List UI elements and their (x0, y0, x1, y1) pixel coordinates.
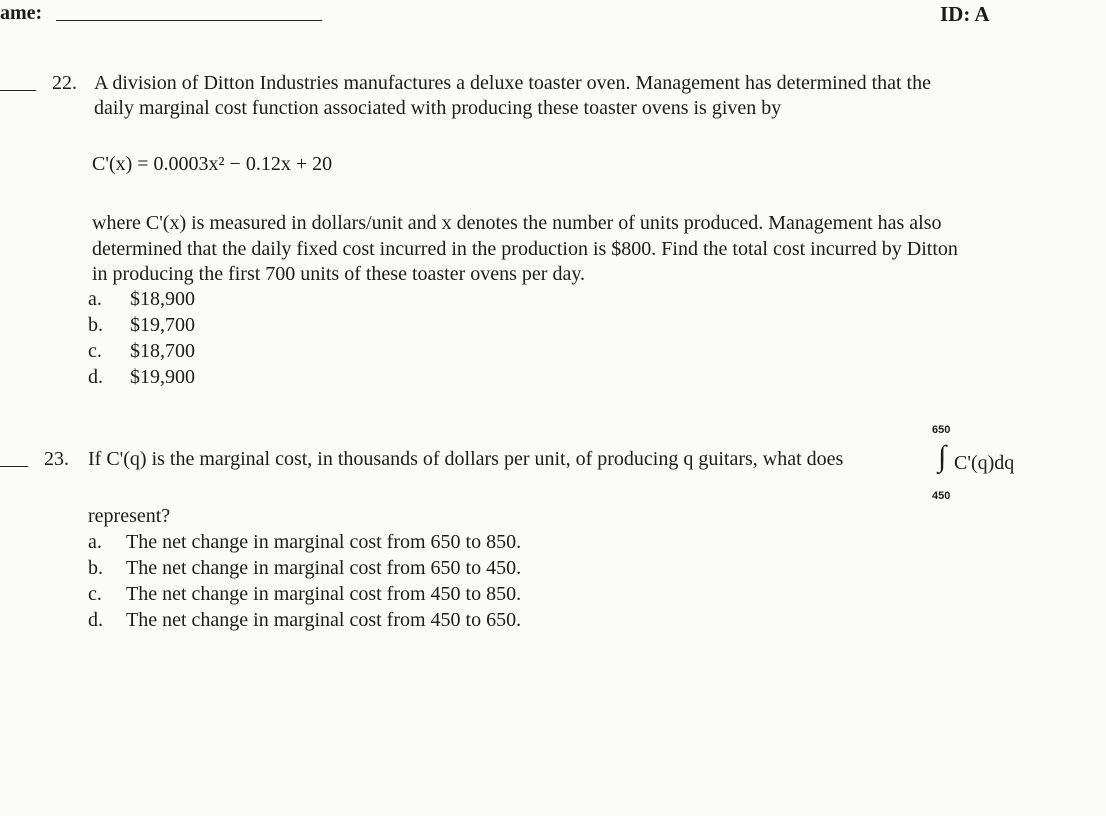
integral-sign-icon: ∫ (938, 440, 947, 473)
id-label: ID: A (940, 2, 990, 26)
q22-choice-d[interactable] (88, 366, 195, 389)
choice-letter: a. (88, 531, 102, 553)
name-label: ame: (0, 2, 43, 24)
choice-text: The net change in marginal cost from 650 to 850. (126, 531, 522, 553)
choice-letter: b. (88, 557, 103, 579)
question-number-23: 23. (44, 448, 69, 470)
integral-lower-limit: 450 (932, 490, 951, 502)
integral-upper-limit: 650 (932, 424, 951, 436)
q23-choice-c[interactable] (88, 583, 521, 606)
choice-letter: c. (88, 583, 102, 605)
integral-integrand: C'(q)dq (954, 452, 1015, 474)
choice-text: $18,700 (130, 340, 195, 362)
question-number-22: 22. (52, 72, 77, 94)
choice-text: $18,900 (130, 288, 195, 310)
choice-letter: b. (88, 314, 103, 336)
choice-letter: c. (88, 340, 102, 362)
choice-text: $19,700 (130, 314, 195, 336)
choice-letter: d. (88, 366, 103, 388)
q23-choice-b[interactable] (88, 557, 521, 580)
choice-text: The net change in marginal cost from 650 to 450. (126, 557, 522, 579)
q23-represent: represent? (88, 505, 171, 527)
name-line[interactable] (56, 20, 322, 21)
q22-text-line-2: daily marginal cost function associated with producing these toaster ovens is given by (94, 97, 782, 119)
q23-choice-a[interactable] (88, 531, 521, 554)
q22-where-line-2: determined that the daily fixed cost incurred in the production is $800. Find the total cost incurred by Ditton (92, 238, 958, 260)
q22-where-line-3: in producing the first 700 units of these toaster ovens per day. (92, 263, 586, 285)
q22-text-line-1: A division of Ditton Industries manufactures a deluxe toaster oven. Management has determined that the (94, 72, 931, 94)
choice-letter: d. (88, 609, 103, 631)
choice-letter: a. (88, 288, 102, 310)
choice-text: The net change in marginal cost from 450 to 850. (126, 583, 522, 605)
q22-choice-c[interactable] (88, 340, 195, 363)
q23-text: If C'(q) is the marginal cost, in thousands of dollars per unit, of producing q guitars, what does (88, 448, 844, 470)
q22-choice-b[interactable] (88, 314, 195, 337)
q22-where-line-1: where C'(x) is measured in dollars/unit and x denotes the number of units produced. Management has also (92, 212, 942, 234)
choice-text: The net change in marginal cost from 450 to 650. (126, 609, 522, 631)
answer-blank-23[interactable] (0, 466, 28, 467)
choice-text: $19,900 (130, 366, 195, 388)
q22-equation: C'(x) = 0.0003x² − 0.12x + 20 (92, 153, 333, 175)
q22-choice-a[interactable] (88, 288, 195, 311)
q23-choice-d[interactable] (88, 609, 521, 632)
answer-blank-22[interactable] (0, 90, 36, 91)
